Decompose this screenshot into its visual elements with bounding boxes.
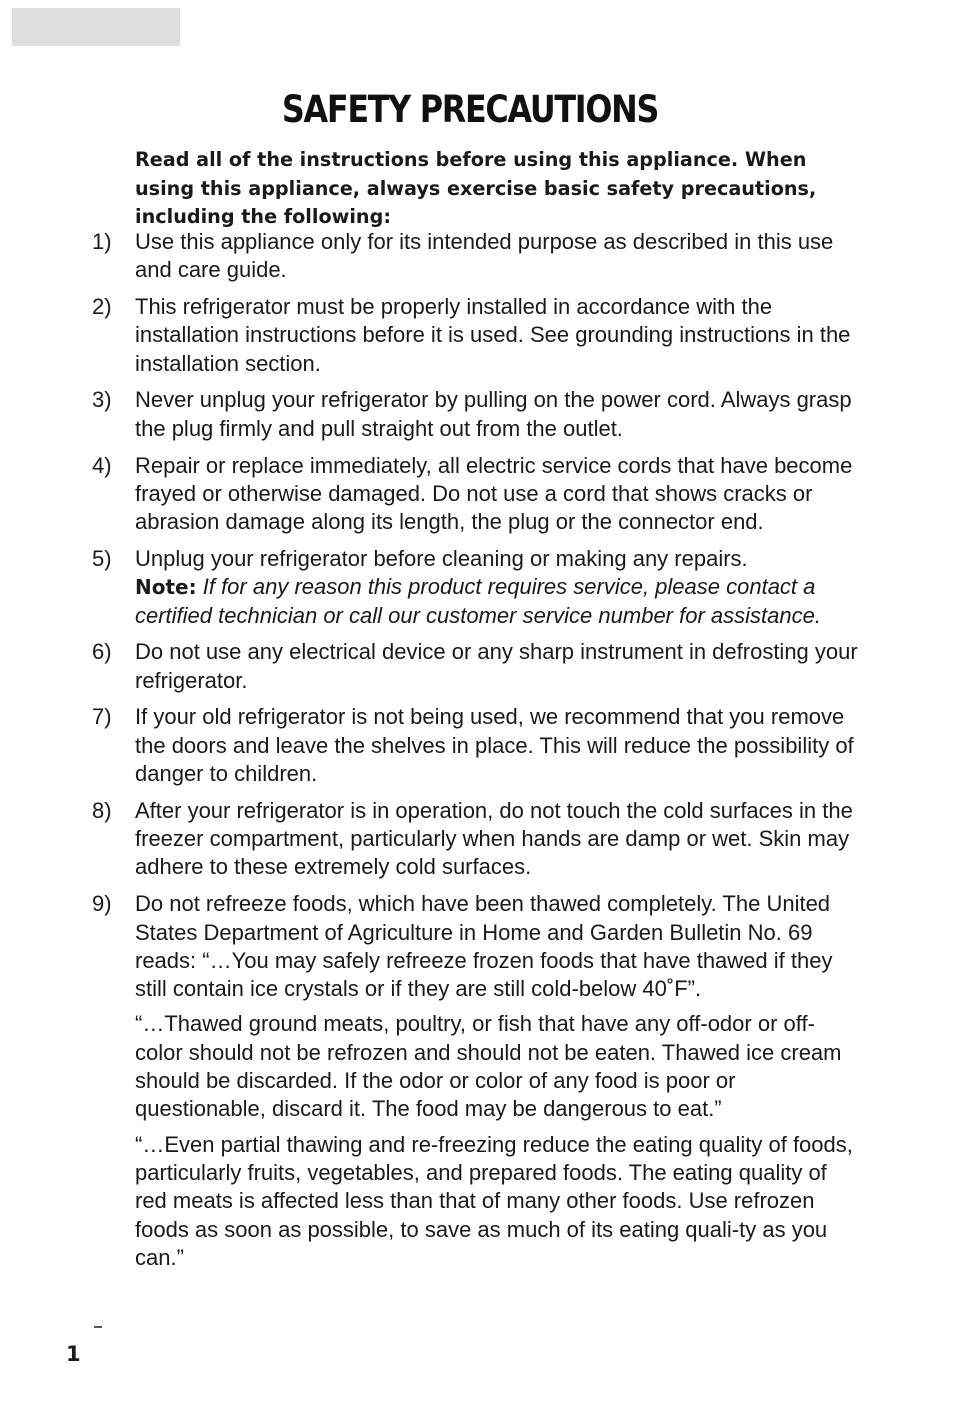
item-body [135, 890, 862, 1272]
precautions-list [92, 228, 862, 1281]
item-body [135, 545, 862, 630]
quote-paragraph: “…Thawed ground meats, poultry, or fish that have any off-odor or off-color should not be refrozen and should not be eaten. Thawed ice cream should be discarded. If the odor or color of any food is poor or questionable, discard it. The food may be dangerous to eat.” [135, 1011, 842, 1122]
list-item [92, 797, 862, 882]
list-item [92, 293, 862, 378]
note-text: If for any reason this product requires service, please contact a certified technician or call our customer service number for assistance. [135, 574, 821, 628]
list-item [92, 638, 862, 695]
quote-paragraph: “…Even partial thawing and re-freezing reduce the eating quality of foods, particularly fruits, vegetables, and prepared foods. The eating quality of red meats is affected less than that of many other foods. Use refrozen foods as soon as possible, to save as much of its eating quali-ty as you can.” [135, 1131, 853, 1270]
page-title: SAFETY PRECAUTIONS [281, 88, 659, 131]
item-text: Do not refreeze foods, which have been thawed completely. The United States Department of Agriculture in Home and Garden Bulletin No. 69 reads: “…You may safely refreeze frozen foods that have thawed if they still contain ice crystals or if they are still cold-below 40˚F”. [135, 891, 833, 1002]
item-text: If your old refrigerator is not being used, we recommend that you remove the doors and leave the shelves in place. This will reduce the possibility of danger to children. [135, 704, 854, 787]
item-text: Do not use any electrical device or any sharp instrument in defrosting your refrigerator. [135, 639, 858, 693]
header-tab [12, 8, 180, 46]
intro-text: Read all of the instructions before using this appliance. When using this appliance, always exercise basic safety precautions, including the following: [135, 148, 817, 228]
item-number: 3) [92, 387, 112, 413]
footer-mark [94, 1326, 102, 1328]
item-text: After your refrigerator is in operation, do not touch the cold surfaces in the freezer compartment, particularly when hands are damp or wet. Skin may adhere to these extremely cold surfaces. [135, 797, 853, 880]
item-text: Repair or replace immediately, all electric service cords that have become frayed or otherwise damaged. Do not use a cord that shows cracks or abrasion damage along its length, the plug or the connector end. [135, 452, 853, 535]
item-text: Unplug your refrigerator before cleaning or making any repairs. [135, 545, 748, 571]
item-number: 2) [92, 294, 112, 320]
item-number: 1) [92, 229, 112, 254]
item-number: 6) [92, 639, 112, 665]
item-number: 4) [92, 452, 112, 478]
item-text: Never unplug your refrigerator by pulling on the power cord. Always grasp the plug firmly and pull straight out from the outlet. [135, 387, 852, 441]
list-item [92, 228, 862, 285]
item-number: 9) [92, 891, 112, 917]
item-text: This refrigerator must be properly installed in accordance with the installation instructions before it is used. See grounding instructions in the installation section. [135, 294, 851, 376]
service-note [135, 573, 862, 630]
list-item [92, 703, 862, 788]
list-item [92, 545, 862, 630]
list-item [92, 386, 862, 443]
note-label: Note: [135, 575, 197, 600]
item-number: 7) [92, 704, 112, 730]
item-number: 8) [92, 797, 112, 823]
page-number: 1 [66, 1342, 81, 1366]
list-item [92, 890, 862, 1272]
item-text: Use this appliance only for its intended purpose as described in this use and care guide. [135, 229, 834, 283]
item-number: 5) [92, 545, 112, 571]
list-item [92, 452, 862, 537]
